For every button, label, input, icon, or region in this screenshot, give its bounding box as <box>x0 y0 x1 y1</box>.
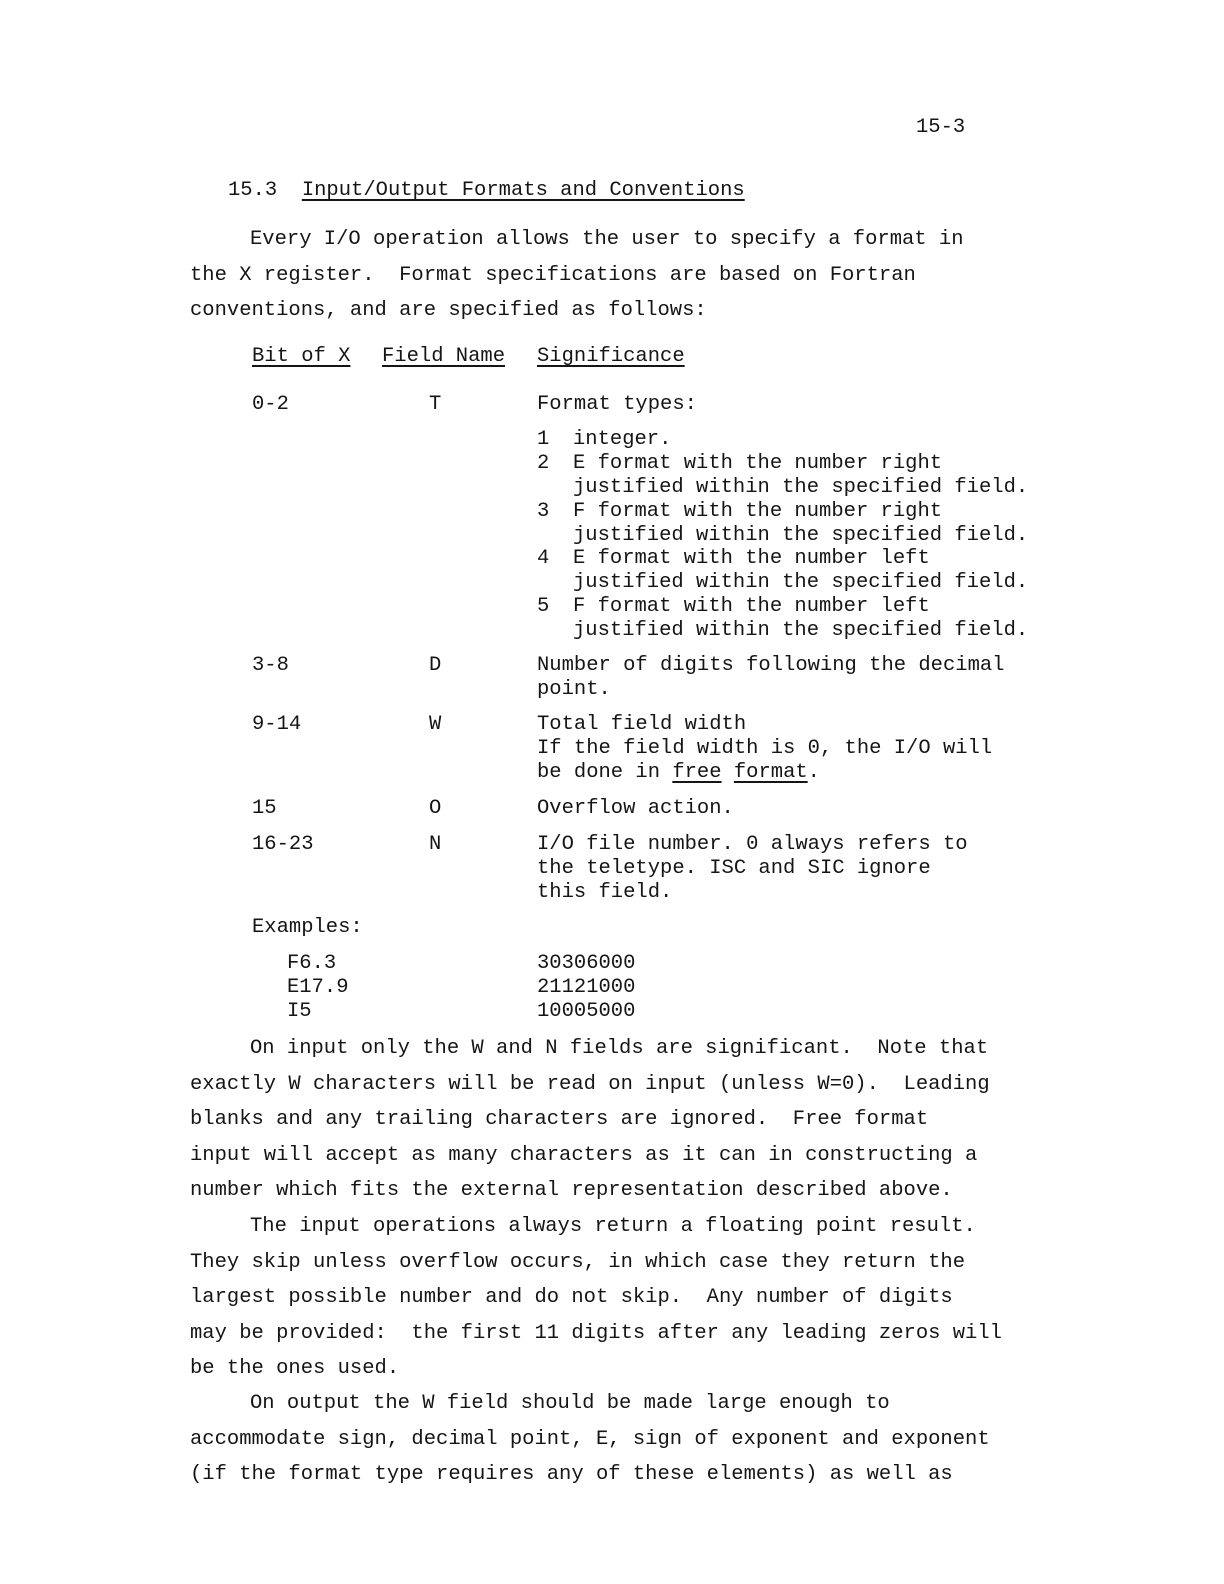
example-code: 30306000 <box>537 952 636 975</box>
header-field: Field Name <box>382 345 506 368</box>
row-bit: 0-2 <box>252 393 289 416</box>
text-line: conventions, and are specified as follows: <box>190 299 707 322</box>
row-field: T <box>429 393 442 416</box>
text-line: On input only the W and N fields are significant. Note that <box>250 1037 989 1060</box>
text-line: They skip unless overflow occurs, in which case they return the <box>190 1250 966 1274</box>
underlined-word: free <box>672 761 722 784</box>
text-line: input will accept as many characters as it can in constructing a <box>190 1143 978 1167</box>
item-number: 3 <box>537 500 550 523</box>
row-significance: Overflow action. <box>537 797 734 820</box>
example-code: 10005000 <box>537 1000 636 1023</box>
examples-label: Examples: <box>252 916 363 939</box>
item-number: 2 <box>537 452 550 475</box>
example-format: E17.9 <box>287 976 349 999</box>
text-line: Every I/O operation allows the user to specify a format in <box>250 228 964 251</box>
item-text: F format with the number left <box>573 595 930 618</box>
item-text-continued: justified within the specified field. <box>573 619 1029 642</box>
row-significance: point. <box>537 678 611 701</box>
item-text: E format with the number right <box>573 452 943 475</box>
item-text: F format with the number right <box>573 500 943 523</box>
format-type-item <box>537 595 930 619</box>
row-field: W <box>429 713 442 736</box>
row-significance: this field. <box>537 881 673 904</box>
row-significance: I/O file number. 0 always refers to <box>537 833 968 856</box>
section-number: 15.3 <box>228 179 278 202</box>
text-line: exactly W characters will be read on input (unless W=0). Leading <box>190 1072 990 1096</box>
underlined-word: format <box>733 761 808 784</box>
page-number: 15-3 <box>916 116 966 139</box>
item-text-continued: justified within the specified field. <box>573 571 1029 594</box>
text-line: may be provided: the first 11 digits after any leading zeros will <box>190 1321 1002 1345</box>
text-line: (if the format type requires any of these elements) as well as <box>190 1463 953 1486</box>
example-format: F6.3 <box>287 952 337 975</box>
row-significance: If the field width is 0, the I/O will <box>537 737 993 760</box>
row-bit: 16-23 <box>252 833 314 856</box>
format-type-item <box>537 452 942 476</box>
format-type-item <box>537 500 942 524</box>
text-line: accommodate sign, decimal point, E, sign of exponent and exponent <box>190 1427 990 1451</box>
row-bit: 3-8 <box>252 654 289 677</box>
row-significance: Format types: <box>537 393 697 416</box>
input-paragraph <box>190 1031 990 1209</box>
text-line: the X register. Format specifications are based on Fortran <box>190 263 916 287</box>
item-text-continued: justified within the specified field. <box>573 476 1029 499</box>
text-line: largest possible number and do not skip. Any number of digits <box>190 1286 953 1309</box>
text-fragment <box>722 761 734 784</box>
header-significance: Significance <box>537 345 685 368</box>
item-number: 4 <box>537 547 550 570</box>
item-text: integer. <box>573 428 672 451</box>
input-operations-paragraph <box>190 1209 1002 1387</box>
section-heading <box>228 179 745 203</box>
intro-paragraph <box>190 222 990 329</box>
row-bit: 9-14 <box>252 713 302 736</box>
text-fragment: . <box>807 761 820 784</box>
item-text-continued: justified within the specified field. <box>573 524 1029 547</box>
item-number: 1 <box>537 428 550 451</box>
text-line: On output the W field should be made large enough to <box>250 1392 890 1415</box>
example-format: I5 <box>287 1000 312 1023</box>
format-type-item <box>537 428 671 452</box>
example-code: 21121000 <box>537 976 636 999</box>
section-title: Input/Output Formats and Conventions <box>301 179 745 202</box>
text-line: The input operations always return a floating point result. <box>250 1215 976 1238</box>
text-line: blanks and any trailing characters are ignored. Free format <box>190 1108 929 1131</box>
item-number: 5 <box>537 595 550 618</box>
item-text: E format with the number left <box>573 547 930 570</box>
format-type-item <box>537 547 930 571</box>
output-paragraph <box>190 1386 990 1493</box>
text-line: number which fits the external representation described above. <box>190 1179 953 1202</box>
row-significance: Total field width <box>537 713 747 736</box>
row-significance <box>537 761 820 785</box>
header-bit: Bit of X <box>252 345 351 368</box>
row-field: D <box>429 654 442 677</box>
row-field: N <box>429 833 442 856</box>
row-field: O <box>429 797 442 820</box>
row-significance: the teletype. ISC and SIC ignore <box>537 857 931 880</box>
row-bit: 15 <box>252 797 277 820</box>
text-line: be the ones used. <box>190 1357 400 1380</box>
text-fragment: be done in <box>537 761 673 784</box>
row-significance: Number of digits following the decimal <box>537 654 1005 677</box>
